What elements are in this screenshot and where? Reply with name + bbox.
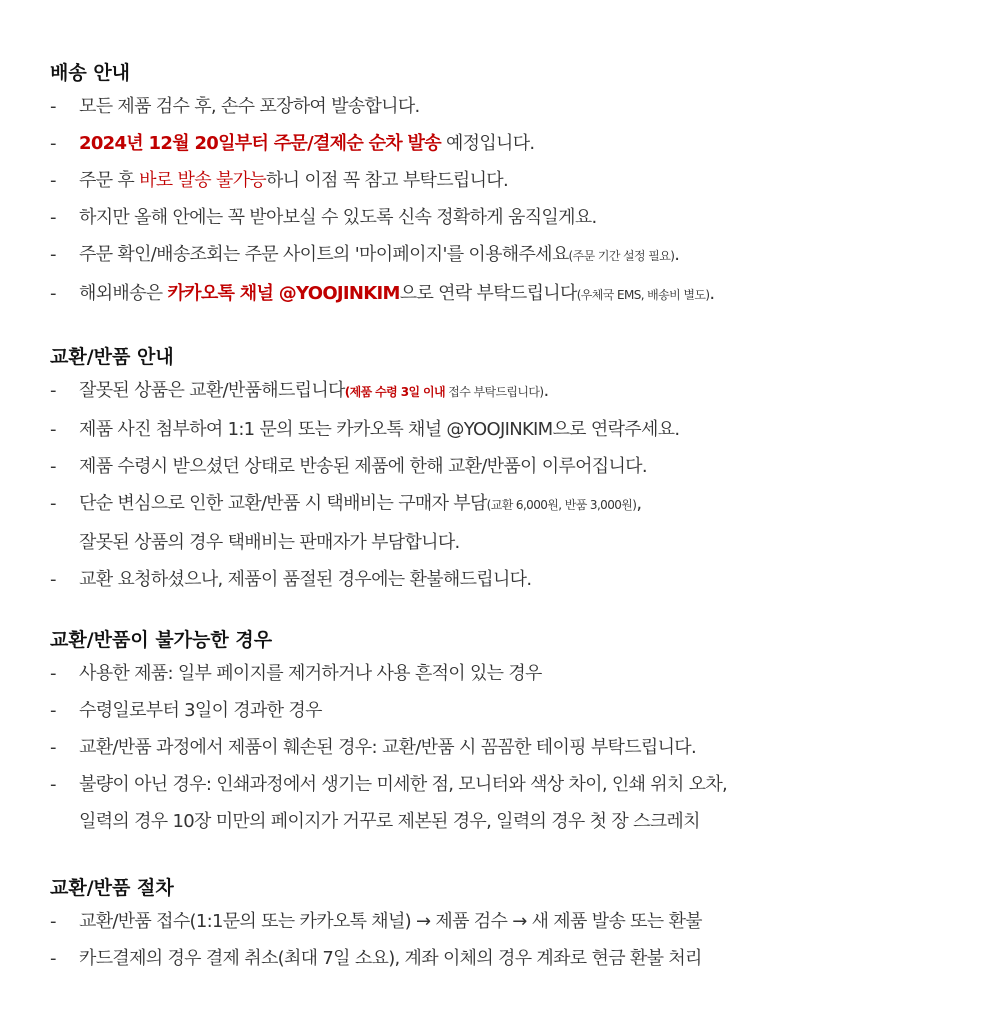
dash-bullet: - [50, 96, 56, 117]
exchange-title: 교환/반품 안내 [50, 346, 174, 368]
impossible-list [50, 655, 970, 840]
highlight-text: 카카오톡 채널 @YOOJINKIM [167, 283, 400, 304]
list-item: - 교환 요청하셨으나, 제품이 품절된 경우에는 환불해드립니다. [50, 561, 970, 598]
list-item: - 카드결제의 경우 결제 취소(최대 7일 소요), 계좌 이체의 경우 계좌로 현금 환불 처리 [50, 940, 970, 977]
list-item: - 수령일로부터 3일이 경과한 경우 [50, 692, 970, 729]
dash-bullet: - [50, 456, 56, 477]
small-note: (우체국 EMS, 배송비 별도) [576, 288, 710, 302]
list-item: - 교환/반품 과정에서 제품이 훼손된 경우: 교환/반품 시 꼼꼼한 테이핑 부탁드립니다. [50, 729, 970, 766]
list-item: - 주문 후 바로 발송 불가능하니 이점 꼭 참고 부탁드립니다. [50, 162, 970, 199]
dash-bullet: - [50, 911, 56, 932]
small-note: (주문 기간 설정 필요) [568, 249, 675, 263]
highlight-text: 2024년 12월 20일부터 주문/결제순 순차 발송 [79, 133, 441, 154]
small-note: 접수 부탁드립니다) [445, 385, 544, 399]
list-item: - 모든 제품 검수 후, 손수 포장하여 발송합니다. [50, 88, 970, 125]
dash-bullet: - [50, 700, 56, 721]
list-item: - 제품 수령시 받으셨던 상태로 반송된 제품에 한해 교환/반품이 이루어집니다. [50, 448, 970, 485]
highlight-text: 바로 발송 불가능 [139, 170, 266, 191]
list-item: - 불량이 아닌 경우: 인쇄과정에서 생기는 미세한 점, 모니터와 색상 차이, 인쇄 위치 오차, 일력의 경우 10장 미만의 페이지가 거꾸로 제본된 경우, 일력의 경우 첫 장 스크레치 [50, 766, 970, 840]
impossible-title: 교환/반품이 불가능한 경우 [50, 629, 273, 651]
shipping-list [50, 88, 970, 314]
dash-bullet: - [50, 737, 56, 758]
dash-bullet: - [50, 283, 56, 304]
dash-bullet: - [50, 207, 56, 228]
procedure-section [50, 873, 970, 977]
list-item: - 주문 확인/배송조회는 주문 사이트의 '마이페이지'를 이용해주세요(주문 기간 설정 필요). [50, 236, 970, 275]
dash-bullet: - [50, 948, 56, 969]
list-item: - 제품 사진 첨부하여 1:1 문의 또는 카카오톡 채널 @YOOJINKIM으로 연락주세요. [50, 411, 970, 448]
dash-bullet: - [50, 493, 56, 514]
dash-bullet: - [50, 663, 56, 684]
small-note-highlight: (제품 수령 3일 이내 [344, 385, 446, 399]
exchange-section [50, 342, 970, 598]
small-note: (교환 6,000원, 반품 3,000원) [486, 498, 637, 512]
list-item: - 잘못된 상품은 교환/반품해드립니다(제품 수령 3일 이내 접수 부탁드립니다). [50, 372, 970, 411]
dash-bullet: - [50, 170, 56, 191]
dash-bullet: - [50, 569, 56, 590]
exchange-list [50, 372, 970, 598]
dash-bullet: - [50, 774, 56, 795]
impossible-section [50, 625, 970, 840]
list-item: - 해외배송은 카카오톡 채널 @YOOJINKIM으로 연락 부탁드립니다(우체국 EMS, 배송비 별도). [50, 275, 970, 314]
procedure-title: 교환/반품 절차 [50, 877, 174, 899]
list-item: - 교환/반품 접수(1:1문의 또는 카카오톡 채널) → 제품 검수 → 새 제품 발송 또는 환불 [50, 903, 970, 940]
shipping-section [50, 58, 970, 314]
list-item: - 사용한 제품: 일부 페이지를 제거하거나 사용 흔적이 있는 경우 [50, 655, 970, 692]
dash-bullet: - [50, 133, 56, 154]
list-item: - 하지만 올해 안에는 꼭 받아보실 수 있도록 신속 정확하게 움직일게요. [50, 199, 970, 236]
dash-bullet: - [50, 419, 56, 440]
list-item: - 2024년 12월 20일부터 주문/결제순 순차 발송 예정입니다. [50, 125, 970, 162]
dash-bullet: - [50, 244, 56, 265]
list-item: - 단순 변심으로 인한 교환/반품 시 택배비는 구매자 부담(교환 6,000원, 반품 3,000원), 잘못된 상품의 경우 택배비는 판매자가 부담합니다. [50, 485, 970, 561]
procedure-list [50, 903, 970, 977]
shipping-title: 배송 안내 [50, 62, 131, 84]
dash-bullet: - [50, 380, 56, 401]
